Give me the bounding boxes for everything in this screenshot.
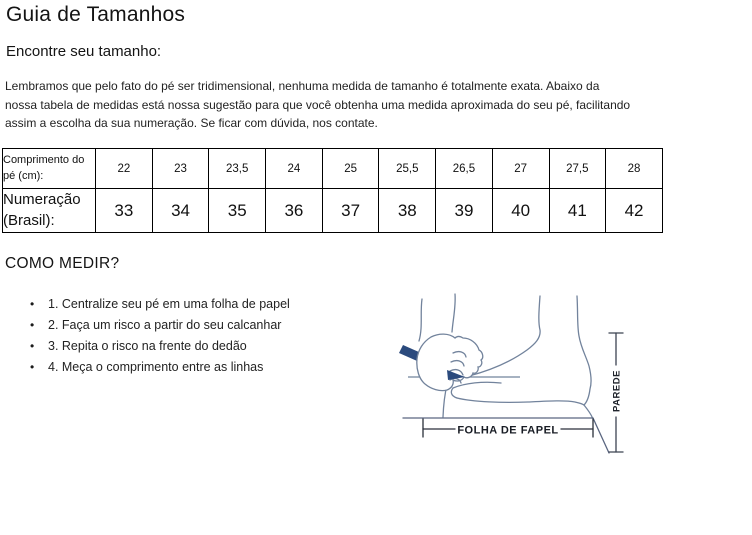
- brazil-size-cell: 35: [209, 189, 266, 233]
- foot-length-cell: 26,5: [436, 149, 493, 189]
- table-row-foot-length: [3, 149, 663, 189]
- intro-paragraph: [5, 77, 630, 133]
- brazil-size-cell: 37: [322, 189, 379, 233]
- brazil-size-cell: 34: [152, 189, 209, 233]
- brazil-size-cell: 42: [606, 189, 663, 233]
- brazil-size-cell: 33: [96, 189, 153, 233]
- wall-label: PAREDE: [611, 370, 623, 412]
- paper-measure-line: [403, 418, 609, 453]
- fist-shape: [417, 334, 483, 391]
- brazil-size-cell: 39: [436, 189, 493, 233]
- arm-line-left: [419, 299, 422, 341]
- steps-list: [30, 294, 290, 378]
- row-header-brazil-size: Numeração (Brasil):: [3, 189, 96, 233]
- foot-length-cell: 28: [606, 149, 663, 189]
- foot-length-cell: 27: [492, 149, 549, 189]
- brazil-size-cell: 40: [492, 189, 549, 233]
- foot-length-cell: 22: [96, 149, 153, 189]
- step-item: • 1. Centralize seu pé em uma folha de papel: [30, 294, 290, 315]
- arm-line-right: [452, 294, 455, 332]
- intro-line: nossa tabela de medidas está nossa sugestão para que você obtenha uma medida aproximada do seu pé, facilitando: [5, 97, 631, 112]
- step-item: • 3. Repita o risco na frente do dedão: [30, 336, 290, 357]
- brazil-size-cell: 41: [549, 189, 606, 233]
- row-header-foot-length: Comprimento do pé (cm):: [3, 149, 96, 189]
- toe-top-line: [453, 382, 501, 388]
- foot-length-cell: 24: [266, 149, 323, 189]
- hand-outline: [417, 334, 483, 391]
- how-to-measure-heading: COMO MEDIR?: [5, 255, 120, 272]
- page-title: Guia de Tamanhos: [6, 3, 186, 26]
- foot-length-cell: 25,5: [379, 149, 436, 189]
- toe-front-line: [451, 388, 457, 398]
- leg-back-heel: [577, 296, 591, 405]
- brazil-size-cell: 38: [379, 189, 436, 233]
- step-item: • 2. Faça um risco a partir do seu calcanhar: [30, 315, 290, 336]
- table-row-brazil-size: [3, 189, 663, 233]
- wall-measure-line: [609, 333, 623, 452]
- foot-length-cell: 23,5: [209, 149, 266, 189]
- intro-line: assim a escolha da sua numeração. Se ficar com dúvida, nos contate.: [5, 116, 378, 130]
- brazil-size-cell: 36: [266, 189, 323, 233]
- foot-length-cell: 23: [152, 149, 209, 189]
- find-your-size-heading: Encontre seu tamanho:: [6, 43, 162, 60]
- intro-line: Lembramos que pelo fato do pé ser tridimensional, nenhuma medida de tamanho é totalmente exata. Abaixo da: [5, 79, 600, 93]
- step-item: • 4. Meça o comprimento entre as linhas: [30, 357, 290, 378]
- heel-to-paper-line: [584, 405, 593, 418]
- foot-length-cell: 25: [322, 149, 379, 189]
- size-table: [2, 148, 663, 233]
- foot-measuring-figure: [393, 290, 663, 465]
- wall-base-diagonal: [593, 418, 609, 453]
- paper-label: FOLHA DE FAPEL: [457, 424, 559, 437]
- sole-line: [457, 398, 584, 405]
- foot-length-cell: 27,5: [549, 149, 606, 189]
